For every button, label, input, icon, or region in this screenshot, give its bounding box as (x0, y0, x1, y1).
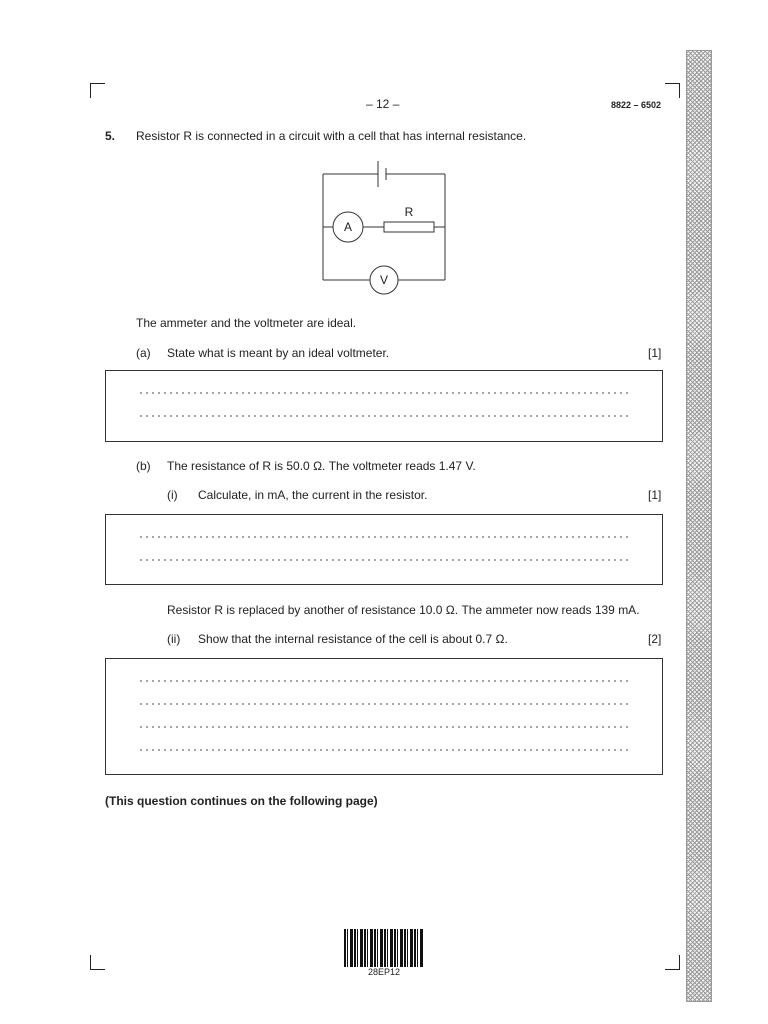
answer-box-a[interactable] (105, 370, 663, 442)
part-b-text: The resistance of R is 50.0 Ω. The voltmeter reads 1.47 V. (167, 459, 476, 473)
circuit-diagram (310, 155, 460, 300)
part-b-label: (b) (136, 459, 151, 473)
part-b-i-label: (i) (167, 488, 178, 502)
ammeter-label: A (343, 220, 353, 234)
part-b-ii-marks: [2] (648, 632, 662, 646)
barcode-text: 28EP12 (367, 967, 401, 977)
answer-box-b-i[interactable] (105, 514, 663, 585)
answer-line (138, 726, 632, 728)
question-stem: Resistor R is connected in a circuit with a cell that has internal resistance. (136, 129, 527, 143)
question-number: 5. (105, 129, 116, 143)
replacement-text: Resistor R is replaced by another of resistance 10.0 Ω. The ammeter now reads 139 mA. (167, 603, 640, 617)
paper-code: 8822 – 6502 (611, 100, 662, 110)
part-a-marks: [1] (648, 346, 662, 360)
part-a-text: State what is meant by an ideal voltmeter. (167, 346, 390, 360)
crop-mark-top-right (665, 83, 680, 98)
answer-line (138, 749, 632, 751)
part-a-label: (a) (136, 346, 151, 360)
margin-strip (686, 50, 712, 1002)
part-b-i-text: Calculate, in mA, the current in the resistor. (198, 488, 428, 502)
page-number: – 12 – (366, 97, 400, 111)
answer-line (138, 536, 632, 538)
answer-line (138, 703, 632, 705)
answer-line (138, 680, 632, 682)
resistor-symbol (384, 222, 434, 232)
crop-mark-top-left (90, 83, 105, 98)
answer-line (138, 559, 632, 561)
answer-box-b-ii[interactable] (105, 658, 663, 775)
voltmeter-label: V (379, 273, 389, 287)
part-b-i-marks: [1] (648, 488, 662, 502)
answer-line (138, 392, 632, 394)
crop-mark-bottom-left (90, 955, 105, 970)
answer-line (138, 415, 632, 417)
continuation-note: (This question continues on the following page) (105, 794, 378, 808)
resistor-label: R (404, 205, 414, 219)
crop-mark-bottom-right (665, 955, 680, 970)
barcode (344, 929, 424, 967)
intro-text: The ammeter and the voltmeter are ideal. (136, 316, 357, 330)
part-b-ii-text: Show that the internal resistance of the cell is about 0.7 Ω. (198, 632, 508, 646)
part-b-ii-label: (ii) (167, 632, 181, 646)
